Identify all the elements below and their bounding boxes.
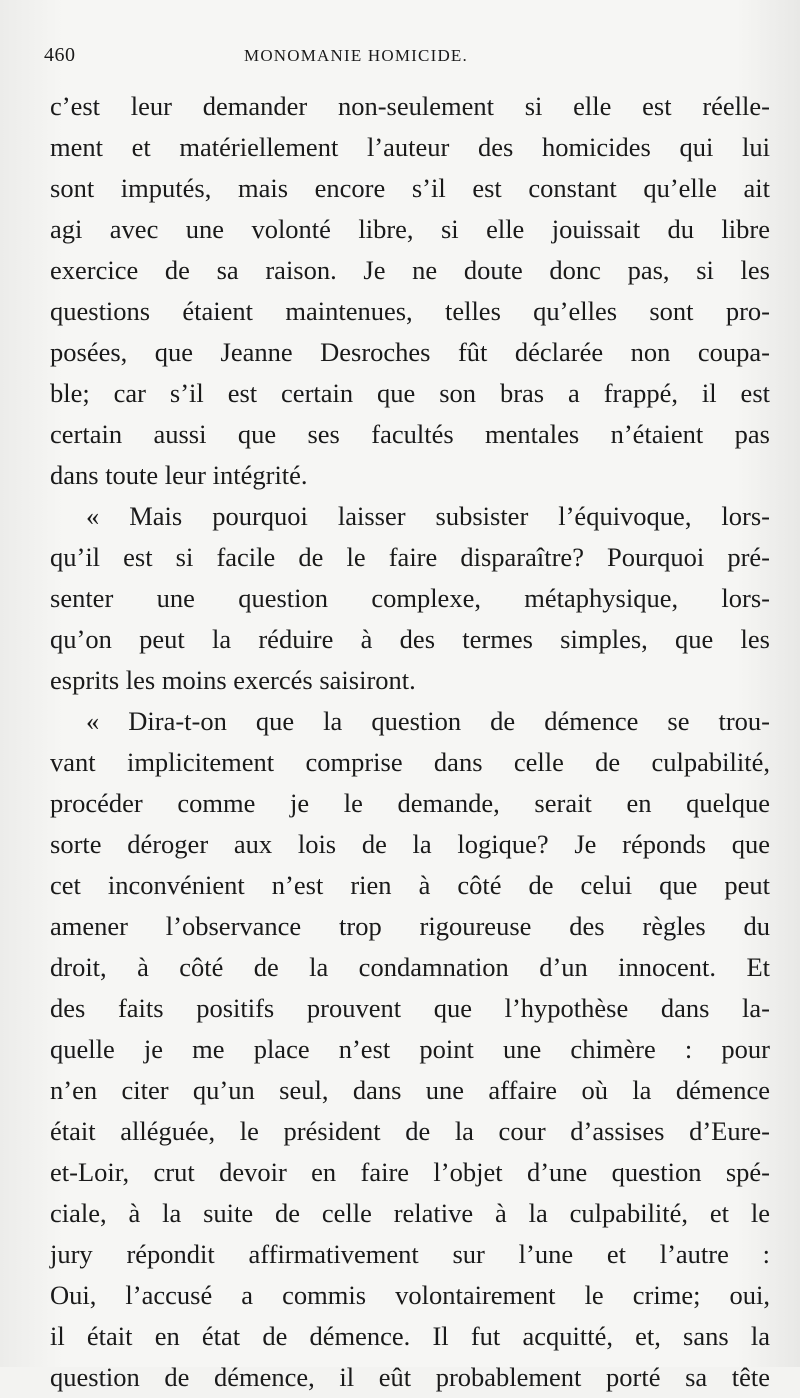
text-line: ble; car s’il est certain que son bras a frappé, il est [50, 378, 770, 408]
text-line: questions étaient maintenues, telles qu’elles sont pro- [50, 296, 770, 326]
text-line: droit, à côté de la condamnation d’un innocent. Et [50, 952, 770, 982]
text-line: était alléguée, le président de la cour d’assises d’Eure- [50, 1116, 770, 1146]
text-line: senter une question complexe, métaphysique, lors- [50, 583, 770, 613]
text-line: des faits positifs prouvent que l’hypothèse dans la- [50, 993, 770, 1023]
text-line: vant implicitement comprise dans celle de culpabilité, [50, 747, 770, 777]
running-head: MONOMANIE HOMICIDE. [244, 46, 468, 65]
text-line: il était en état de démence. Il fut acquitté, et, sans la [50, 1321, 770, 1351]
text-line: et-Loir, crut devoir en faire l’objet d’une question spé- [50, 1157, 770, 1187]
page-header [44, 44, 764, 80]
text-line: c’est leur demander non-seulement si elle est réelle- [50, 91, 770, 121]
text-line: question de démence, il eût probablement porté sa tête [50, 1362, 770, 1392]
page-number: 460 [44, 44, 76, 66]
text-line: qu’on peut la réduire à des termes simples, que les [50, 624, 770, 654]
text-line: Oui, l’accusé a commis volontairement le crime; oui, [50, 1280, 770, 1310]
text-line: n’en citer qu’un seul, dans une affaire où la démence [50, 1075, 770, 1105]
text-line: ment et matériellement l’auteur des homicides qui lui [50, 132, 770, 162]
text-line: « Dira-t-on que la question de démence se trou- [86, 706, 770, 736]
text-line: sorte déroger aux lois de la logique? Je réponds que [50, 829, 770, 859]
text-line: jury répondit affirmativement sur l’une et l’autre : [50, 1239, 770, 1269]
text-line: agi avec une volonté libre, si elle jouissait du libre [50, 214, 770, 244]
text-line: sont imputés, mais encore s’il est constant qu’elle ait [50, 173, 770, 203]
body-text [50, 86, 770, 1398]
text-line: exercice de sa raison. Je ne doute donc pas, si les [50, 255, 770, 285]
text-line: posées, que Jeanne Desroches fût déclarée non coupa- [50, 337, 770, 367]
text-line: qu’il est si facile de le faire disparaître? Pourquoi pré- [50, 542, 770, 572]
text-line: « Mais pourquoi laisser subsister l’équivoque, lors- [86, 501, 770, 531]
text-line: ciale, à la suite de celle relative à la culpabilité, et le [50, 1198, 770, 1228]
text-line: cet inconvénient n’est rien à côté de celui que peut [50, 870, 770, 900]
text-line: quelle je me place n’est point une chimère : pour [50, 1034, 770, 1064]
text-line: esprits les moins exercés saisiront. [50, 665, 416, 695]
text-line: dans toute leur intégrité. [50, 460, 308, 490]
text-line: amener l’observance trop rigoureuse des règles du [50, 911, 770, 941]
text-line: certain aussi que ses facultés mentales n’étaient pas [50, 419, 770, 449]
text-line: procéder comme je le demande, serait en quelque [50, 788, 770, 818]
